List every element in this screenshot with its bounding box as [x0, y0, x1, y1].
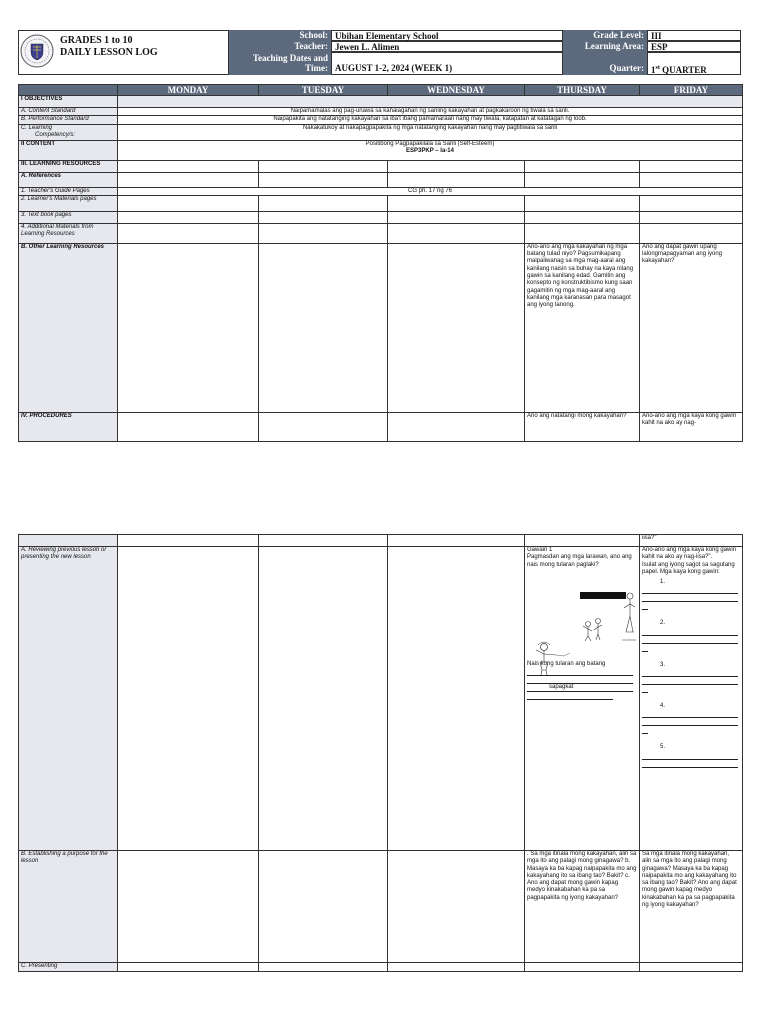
presenting-label: C. Presenting	[19, 963, 118, 972]
child-dancing-sketch-icon	[530, 640, 578, 676]
day-header-tuesday: TUESDAY	[259, 85, 388, 96]
school-label: School:	[229, 30, 331, 41]
quarter-word: QUARTER	[659, 65, 707, 75]
cell	[388, 412, 525, 441]
cell	[118, 211, 259, 223]
list-number-4: 4.	[660, 703, 666, 710]
grade-level-value: III	[647, 30, 741, 41]
quarter-label: Quarter:	[563, 52, 647, 75]
grade-level-label: Grade Level:	[563, 30, 647, 41]
cell	[118, 223, 259, 243]
cell	[118, 963, 259, 972]
performance-standard-label: B. Performance Standard	[19, 116, 118, 124]
other-resources-friday: Ano ang dapat gawin upang lalongmapagyaman ang iyong kakayahan?	[640, 243, 743, 412]
cell	[118, 547, 259, 851]
cell	[259, 160, 388, 172]
content-standard-label: A. Content Standard	[19, 108, 118, 116]
cell	[388, 535, 525, 547]
deped-seal-icon	[20, 34, 54, 68]
cell	[388, 223, 525, 243]
reviewing-friday-instruction: Isulat ang iyong sagot sa sagutang papel. Mga kaya kong gawin:	[642, 561, 735, 575]
cell	[525, 211, 640, 223]
dates-value: AUGUST 1-2, 2024 (WEEK 1)	[331, 52, 563, 75]
answer-line	[642, 644, 648, 652]
objectives-label: I OBJECTIVES	[19, 96, 118, 108]
activity-instruction: Pagmasdan ang mga larawan, ano ang nais mong tularan paglaki?	[527, 554, 632, 568]
cell	[525, 195, 640, 211]
day-header-wednesday: WEDNESDAY	[388, 85, 525, 96]
answer-line	[642, 594, 738, 602]
textbook-pages-label: 3. Text book pages	[19, 211, 118, 223]
quarter-number: 1	[651, 65, 656, 75]
cell	[388, 211, 525, 223]
cell	[388, 963, 525, 972]
teacher-value: Jewen L. Alimen	[331, 41, 563, 52]
competency-label-line2: Competency/s:	[35, 131, 76, 138]
cell	[259, 547, 388, 851]
cell	[388, 851, 525, 963]
teachers-guide-value: CG ph. 17 ng 76	[118, 187, 743, 195]
reviewing-friday-question: Ano-ano ang mga kaya kong gawin kahit na ako ay nag-iisa?".	[642, 547, 737, 561]
answer-line	[642, 677, 738, 685]
cell	[640, 160, 743, 172]
day-header-thursday: THURSDAY	[525, 85, 640, 96]
answer-line	[642, 752, 738, 760]
cell	[640, 963, 743, 972]
answer-because-word: sapagkat	[527, 684, 573, 690]
list-number-1: 1.	[660, 579, 666, 586]
cell	[259, 195, 388, 211]
cell	[525, 160, 640, 172]
teachers-guide-label: 1. Teacher's Guide Pages	[19, 187, 118, 195]
answer-line	[642, 710, 738, 718]
continued-friday: iisa?"	[640, 535, 743, 547]
answer-line	[642, 685, 648, 693]
list-number-2: 2.	[660, 620, 666, 627]
cell	[259, 223, 388, 243]
answer-blank-line	[527, 692, 613, 700]
quarter-value	[647, 52, 741, 75]
cell	[118, 412, 259, 441]
cell	[118, 160, 259, 172]
answer-because-row	[527, 684, 633, 692]
content-topic: Positibong Pagpapakilala sa Sarili (Self-Esteem)	[365, 140, 495, 147]
cell	[525, 535, 640, 547]
cell	[525, 172, 640, 187]
cell	[19, 535, 118, 547]
cell	[259, 412, 388, 441]
content-standard-text: Naipamamalas ang pag-unawa sa kahalagahan ng sariling kakayahan at pagkakaroon ng tiwala sa sarili.	[118, 108, 743, 116]
performance-standard-text: Naipapakita ang natatanging kakayahan sa iba't ibang pamamaraan nang may tiwala, katapatan at katatagan ng loob.	[118, 116, 743, 124]
cell	[118, 195, 259, 211]
other-resources-thursday: Ano-ano ang mga kakayahan ng mga batang tulad niyo? Pagsumikapang maipaliwanag sa mga mag-aaral ang kanilang naisin sa buhay na kaya nilang gawin sa kanilang edad. Gamitin ang konsepto ng konstruktibismo kung saan gagamitin ng mga mag-aaral ang kanilang mga karanasan para masagot ang iyong tanong.	[525, 243, 640, 412]
answer-line	[642, 760, 738, 768]
answer-line	[642, 636, 738, 644]
cell	[259, 851, 388, 963]
teacher-label: Teacher:	[229, 41, 331, 52]
answer-line	[642, 669, 738, 677]
reviewing-lesson-label: A. Reviewing previous lesson or presenting the new lesson	[19, 547, 118, 851]
establishing-purpose-label: B. Establishing a purpose for the lesson	[19, 851, 118, 963]
learners-materials-label: 2. Learner's Materials pages	[19, 195, 118, 211]
activity-title: Gawain 1	[527, 547, 553, 553]
competency-label	[19, 124, 118, 140]
content-text	[118, 140, 743, 160]
answer-prompt: Nais kong tularan ang batang	[527, 660, 606, 667]
additional-materials-label: 4. Additional Materials from Learning Resources	[19, 223, 118, 243]
cell	[388, 243, 525, 412]
dates-label	[229, 52, 331, 75]
list-number-3: 3.	[660, 661, 666, 668]
cell	[118, 172, 259, 187]
competency-text: Nakakatukoy at nakapagpapakita ng mga natatanging kakayahan nang may pagtitiwala sa sarili	[118, 124, 743, 140]
dates-label-line1: Teaching Dates and	[252, 53, 328, 63]
competency-label-line1: C. Learning	[21, 124, 53, 131]
cell	[388, 195, 525, 211]
answer-line	[642, 718, 738, 726]
procedures-thursday: Ano ang natatangi mong kakayahan?	[525, 412, 640, 441]
cell	[259, 243, 388, 412]
learning-resources-label: III. LEARNING RESOURCES	[19, 160, 118, 172]
cell	[640, 223, 743, 243]
cell	[118, 851, 259, 963]
lesson-log-table-page1	[18, 84, 743, 442]
other-resources-label: B. Other Learning Resources	[19, 243, 118, 412]
procedures-label: IV. PROCEDURES	[19, 412, 118, 441]
child-activity-sketch-icon	[578, 588, 638, 642]
corner-header-cell	[19, 85, 118, 96]
cell	[388, 172, 525, 187]
cell	[640, 195, 743, 211]
answer-line	[642, 602, 648, 610]
quarter-suffix: st	[655, 65, 660, 71]
cell	[259, 963, 388, 972]
cell	[525, 963, 640, 972]
cell	[118, 243, 259, 412]
cell	[118, 535, 259, 547]
dates-label-line2: Time:	[305, 63, 328, 73]
form-title-grades: GRADES 1 to 10	[60, 35, 133, 46]
answer-line	[642, 726, 648, 734]
day-header-monday: MONDAY	[118, 85, 259, 96]
list-number-5: 5.	[660, 744, 666, 751]
form-title-log: DAILY LESSON LOG	[60, 47, 158, 58]
cell	[259, 535, 388, 547]
content-code: ESP3PKP – Ia-14	[406, 147, 454, 154]
reviewing-friday	[640, 547, 743, 851]
answer-line	[642, 628, 738, 636]
school-value: Ubihan Elementary School	[331, 30, 563, 41]
cell	[259, 211, 388, 223]
content-label: II CONTENT	[19, 140, 118, 160]
cell	[259, 172, 388, 187]
objectives-row-fill	[118, 96, 743, 108]
day-header-friday: FRIDAY	[640, 85, 743, 96]
answer-blank-line	[527, 676, 633, 684]
procedures-friday: Ano-ano ang mga kaya kong gawin kahit na ako ay nag-	[640, 412, 743, 441]
references-label: A. References	[19, 172, 118, 187]
cell	[640, 211, 743, 223]
cell	[525, 223, 640, 243]
cell	[640, 172, 743, 187]
establishing-purpose-friday: Sa mga itinala mong kakayahan, alin sa mga ito ang palagi mong ginagawa? Masaya ka ba kapag naipapakita mo ang kakayahang ito sa ibang tao? Bakit? Ano ang dapat mong gawin kapag medyo kinakabahan ka pa sa pagpapakita ng iyong kakayahan?	[640, 851, 743, 963]
cell	[388, 160, 525, 172]
cell	[388, 547, 525, 851]
learning-area-label: Learning Area:	[563, 41, 647, 52]
establishing-purpose-thursday: . Sa mga itinala mong kakayahan, alin sa mga ito ang palagi mong ginagawa? b. Masaya ka ba kapag naipapakita mo ang kakayahang ito sa ibang tao? Bakit? c. Ano ang dapat mong gawin kapag medyo kinakabahan ka pa sa pagpapakita ng iyong kakayahan?	[525, 851, 640, 963]
answer-line	[642, 586, 738, 594]
learning-area-value: ESP	[647, 41, 741, 52]
